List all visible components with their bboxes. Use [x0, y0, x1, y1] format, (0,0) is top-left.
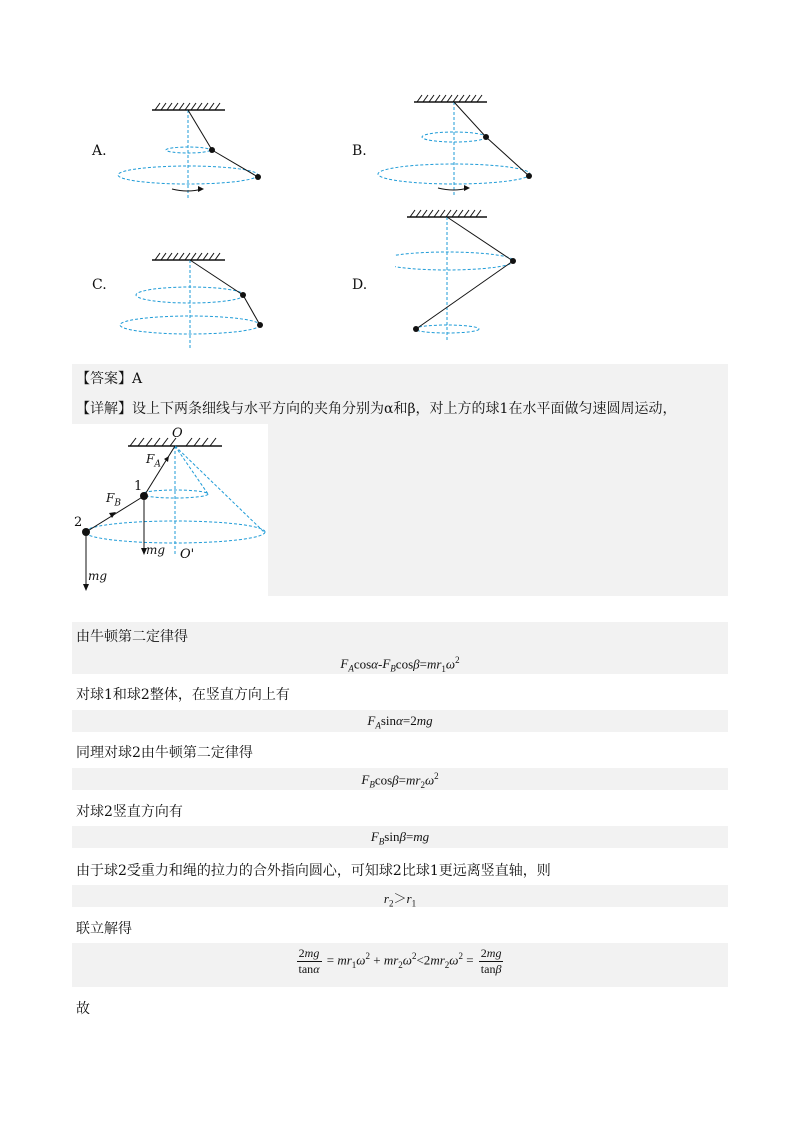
- step-1-text: 由牛顿第二定律得: [76, 629, 188, 645]
- option-b-label[interactable]: B.: [352, 143, 367, 159]
- option-c-diagram: [110, 250, 280, 350]
- label-fb: $F_B$: [106, 491, 121, 509]
- detail-tag: 【详解】: [76, 401, 132, 417]
- step-7-text: 故: [76, 1001, 90, 1017]
- option-d-diagram: [395, 205, 535, 345]
- answer-line: [76, 368, 142, 388]
- equation-4: $F_B\sin\beta=mg$: [370, 829, 430, 847]
- answer-value: A: [132, 371, 143, 387]
- step-3-text: 同理对球2由牛顿第二定律得: [76, 745, 253, 761]
- label-mg-1: mg: [146, 543, 166, 557]
- step-6-text: 联立解得: [76, 921, 132, 937]
- equation-1: $F_A\cos\alpha-F_B\cos\beta=mr_1\omega^2$: [340, 655, 460, 674]
- label-ball-2: 2: [74, 515, 83, 530]
- equation-5: $r_2>r_1$: [383, 891, 417, 909]
- label-fa: $F_A$: [146, 452, 161, 470]
- equation-2: $F_A\sin\alpha=2mg$: [367, 713, 433, 731]
- step-2-text: 对球1和球2整体，在竖直方向上有: [76, 687, 290, 703]
- label-o: O: [172, 426, 183, 441]
- label-mg-2: mg: [88, 569, 108, 583]
- detail-line: [76, 398, 676, 418]
- answer-tag: 【答案】: [76, 371, 132, 387]
- step-4-text: 对球2竖直方向有: [76, 804, 183, 820]
- label-ball-1: 1: [134, 479, 143, 494]
- option-a-label[interactable]: A.: [92, 143, 107, 159]
- label-o-prime: O': [180, 547, 195, 562]
- detail-intro: 设上下两条细线与水平方向的夹角分别为α和β，对上方的球1在水平面做匀速圆周运动，: [132, 401, 677, 417]
- step-5-text: 由于球2受重力和绳的拉力的合外指向圆心，可知球2比球1更远离竖直轴，则: [76, 863, 551, 879]
- option-b-diagram: [372, 92, 542, 200]
- option-c-label[interactable]: C.: [92, 277, 107, 293]
- option-a-diagram: [110, 100, 280, 200]
- equation-3: $F_B\cos\beta=mr_2\omega^2$: [361, 771, 439, 790]
- option-d-label[interactable]: D.: [352, 277, 368, 293]
- equation-6: $\frac{2mg}{\tan\alpha}$ = $mr_1\omega^2 + mr_2\omega^2<2mr_2\omega^2$ = $\frac{2mg}{\tan\beta}$: [298, 946, 502, 976]
